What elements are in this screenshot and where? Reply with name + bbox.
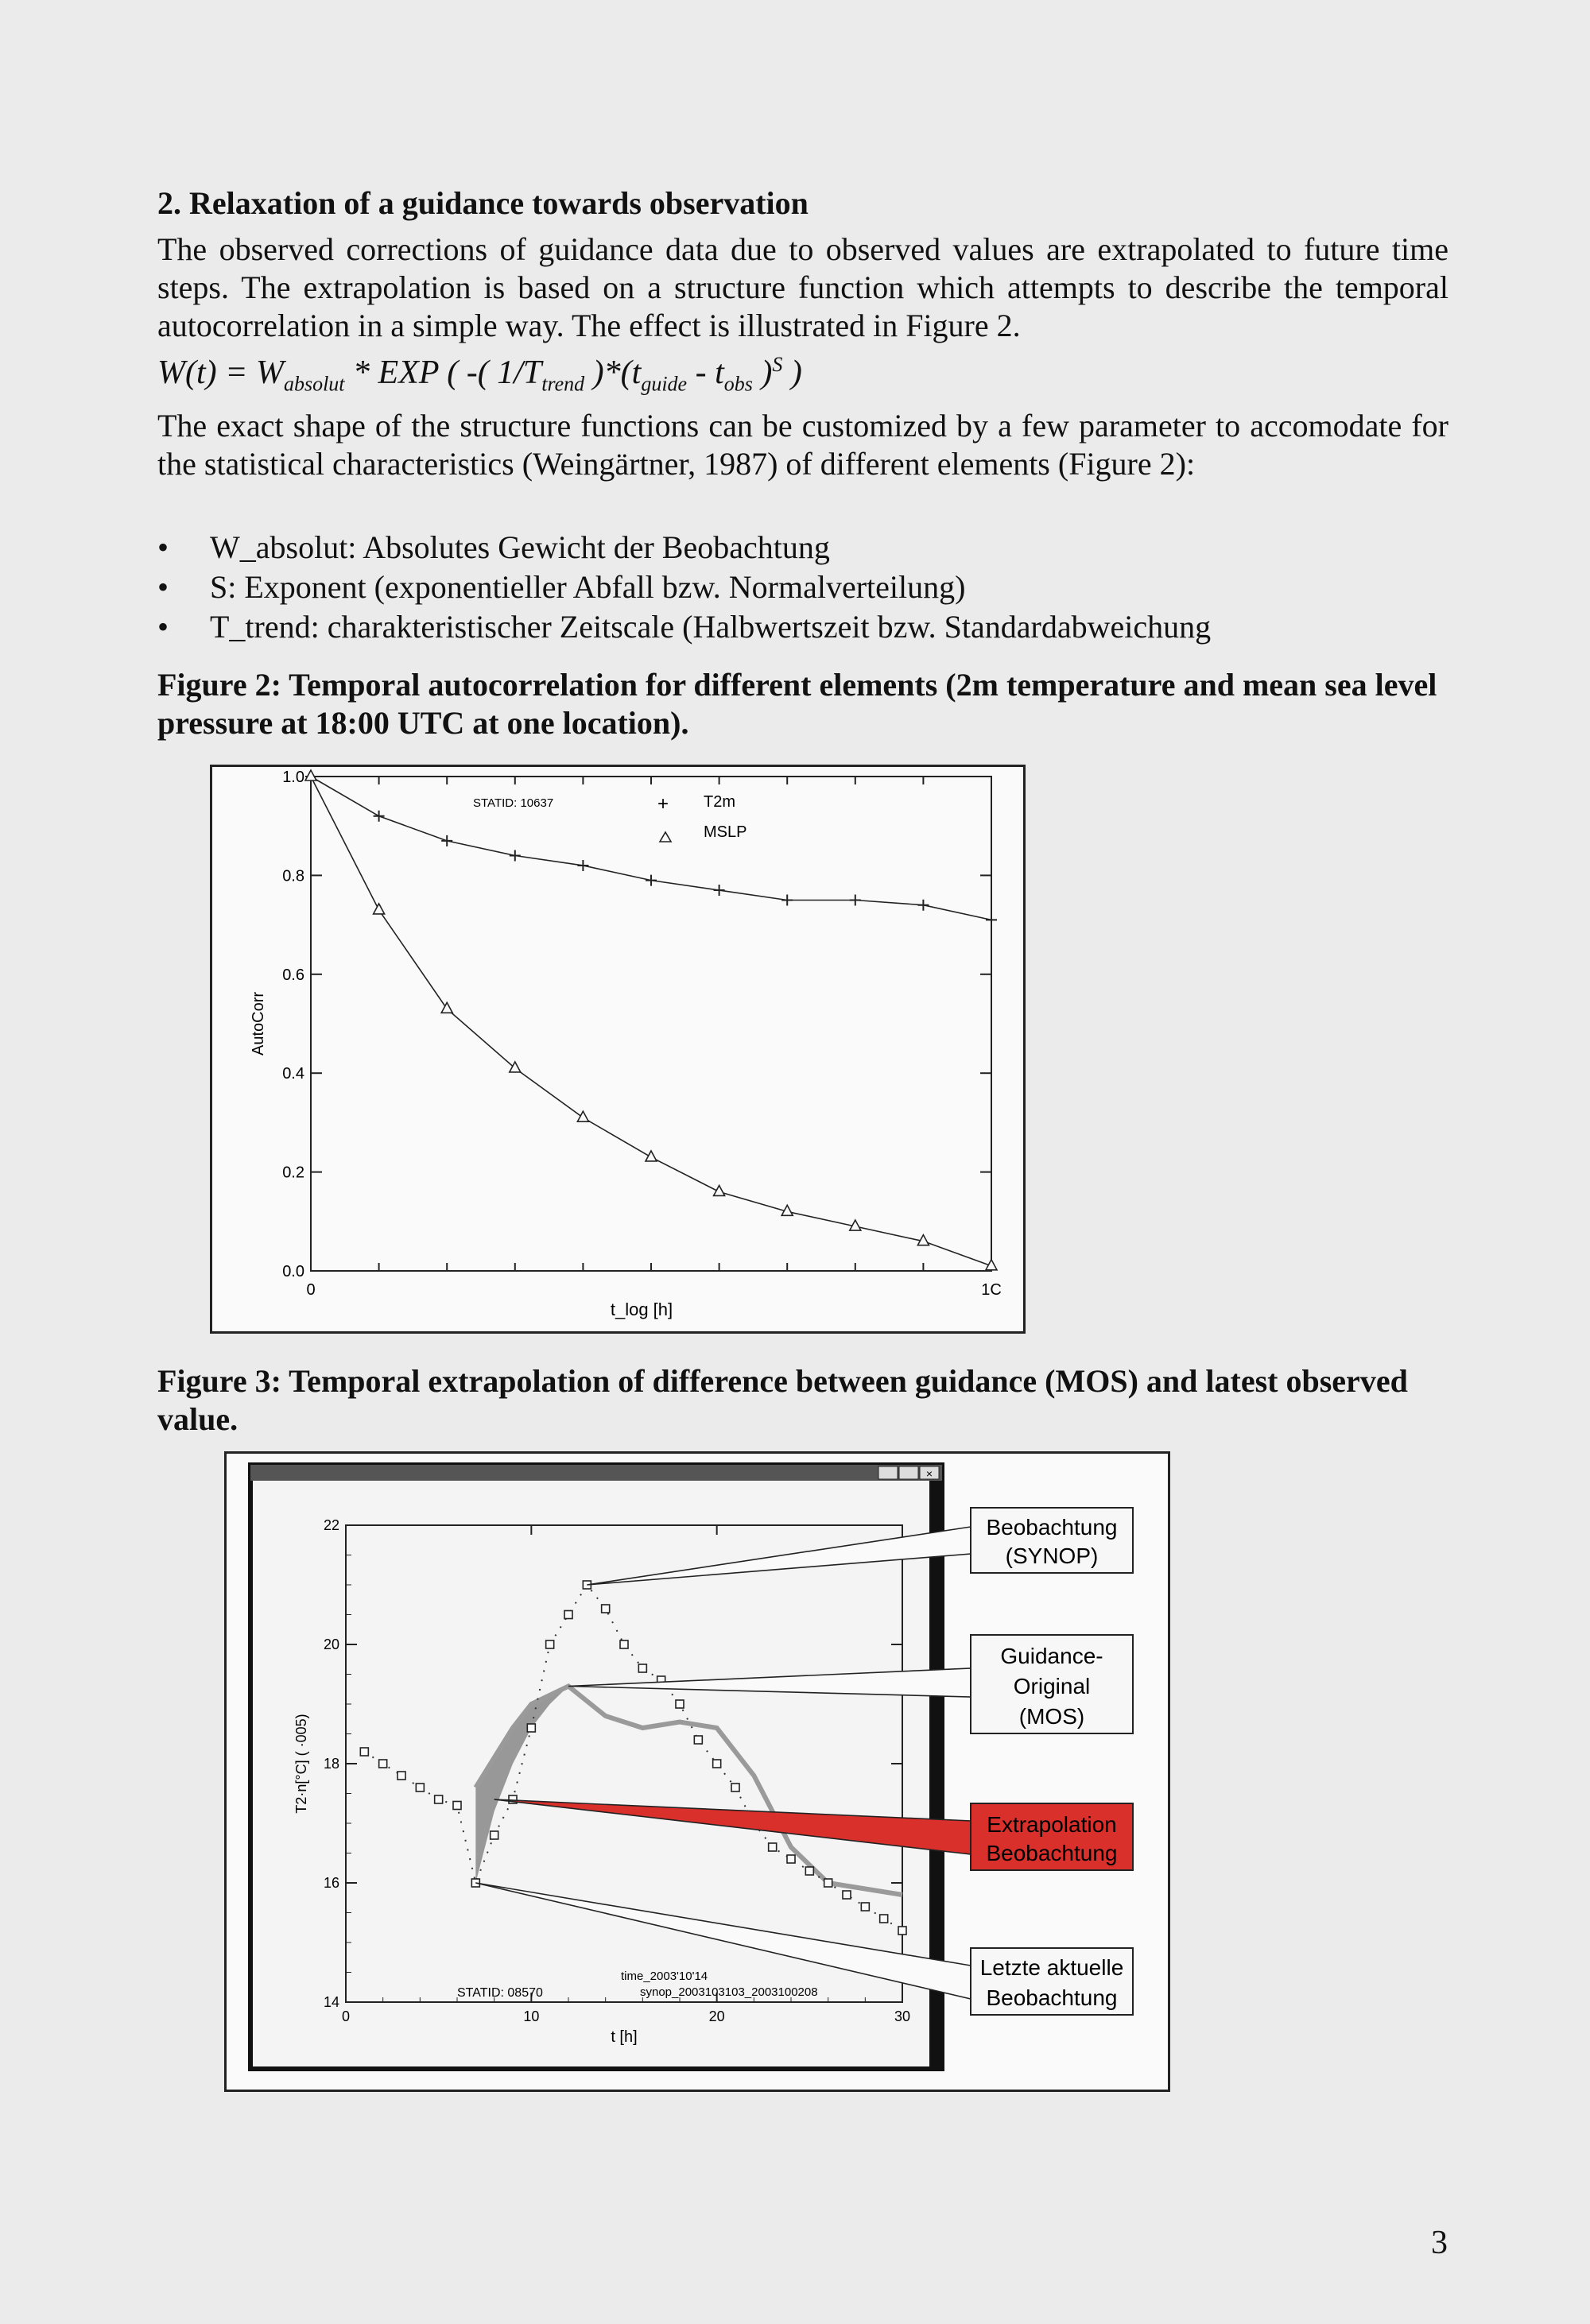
y-axis-label: T2·n[°C] ( ·005): [293, 1714, 309, 1814]
synop-point: [769, 1843, 777, 1851]
synop-point: [843, 1891, 851, 1899]
y-tick-label: 20: [323, 1636, 339, 1652]
paragraph-structure-functions: The exact shape of the structure functions can be customized by a few parameter to accomodate for the statistical characteristics (Weingärtner, 1987) of different elements (Figure 2):: [157, 408, 1448, 482]
figure2-chart: [210, 765, 1026, 1334]
mslp-point: [510, 1062, 521, 1072]
x-tick-label: 10: [523, 2008, 540, 2024]
x-axis-label: t [h]: [611, 2028, 638, 2046]
y-tick-label: 22: [323, 1517, 339, 1533]
x-tick-label: 1C: [981, 1281, 1002, 1299]
legend-plus-marker: +: [657, 793, 669, 815]
t2m-point: [510, 850, 521, 862]
page-number: 3: [1431, 2225, 1448, 2261]
t2m-point: [917, 900, 929, 911]
synop-point: [880, 1915, 888, 1923]
y-tick-label: 0.0: [282, 1263, 304, 1280]
synop-point: [861, 1903, 869, 1911]
t2m-point: [714, 885, 725, 896]
y-tick-label: 0.2: [282, 1164, 304, 1182]
parameter-list: [157, 528, 1211, 647]
synop-point: [638, 1664, 646, 1672]
synop-point: [564, 1611, 572, 1619]
synop-point: [805, 1867, 813, 1875]
y-axis-label: AutoCorr: [250, 991, 267, 1056]
callout-text: Guidance-: [1000, 1644, 1103, 1668]
t2m-point: [577, 860, 588, 871]
mslp-series-line: [311, 777, 991, 1266]
list-item: • W_absolut: Absolutes Gewicht der Beobachtung: [157, 528, 1211, 567]
figure2-caption: Figure 2: Temporal autocorrelation for different elements (2m temperature and mean sea level pressure at 18:00 UTC at one location).: [157, 667, 1437, 741]
synop-point: [453, 1802, 461, 1810]
y-tick-label: 0.4: [282, 1065, 304, 1083]
callout-text: Beobachtung: [986, 1985, 1118, 2010]
synop-point: [416, 1784, 424, 1791]
mslp-point: [714, 1185, 725, 1195]
synop-point: [676, 1700, 684, 1708]
y-tick-label: 18: [323, 1756, 339, 1772]
synop-point: [824, 1879, 832, 1887]
callout-text: Original: [1013, 1674, 1091, 1698]
synop-point: [546, 1640, 554, 1648]
x-axis-label: t_log [h]: [610, 1300, 673, 1319]
plot-frame: [311, 777, 991, 1271]
callout-text: Letzte aktuelle: [979, 1955, 1124, 1980]
window-titlebar: [250, 1465, 942, 1481]
synop-label: synop_2003103103_2003100208: [640, 1985, 818, 1999]
mslp-point: [577, 1111, 588, 1121]
t2m-point: [374, 811, 385, 822]
synop-point: [787, 1855, 795, 1863]
extrapolation-plot: [227, 1454, 1168, 2090]
legend-t2m-label: T2m: [704, 793, 735, 811]
x-tick-label: 0: [341, 2008, 351, 2024]
list-item: • S: Exponent (exponentieller Abfall bzw. Normalverteilung): [157, 567, 1211, 607]
callout-text: (MOS): [1018, 1704, 1085, 1729]
close-glyph: ×: [925, 1467, 933, 1480]
synop-point: [379, 1760, 387, 1768]
t2m-point: [781, 895, 793, 906]
synop-point: [731, 1784, 739, 1791]
statid-label: STATID: 10637: [473, 796, 554, 810]
list-item: • T_trend: charakteristischer Zeitscale (Halbwertszeit bzw. Standardabweichung: [157, 607, 1211, 647]
t2m-series-line: [311, 777, 991, 920]
statid-label: STATID: 08570: [457, 1986, 543, 2000]
synop-point: [620, 1640, 628, 1648]
autocorrelation-plot: [212, 767, 1023, 1331]
synop-point: [491, 1831, 498, 1839]
callout-text: Beobachtung: [986, 1515, 1118, 1540]
synop-point: [898, 1927, 906, 1935]
paragraph-intro: The observed corrections of guidance data due to observed values are extrapolated to future time steps. The extrapolation is based on a structure function which attempts to describe the temporal autocorrelation in a simple way. The effect is illustrated in Figure 2.: [157, 231, 1448, 343]
structure-function-formula: $W(t) = W_{absolut}$ * EXP ( -( $1/T_{trend}$ )$*(t_{guide} - t_{obs}$ )$^S$ ): [157, 353, 802, 396]
synop-point: [713, 1760, 721, 1768]
t2m-point: [850, 895, 861, 906]
figure3-chart: [224, 1451, 1170, 2092]
synop-point: [694, 1736, 702, 1744]
callout-text: Extrapolation: [987, 1812, 1117, 1837]
maximize-icon: [899, 1466, 918, 1479]
legend-mslp-label: MSLP: [704, 823, 747, 841]
y-tick-label: 1.0: [282, 769, 304, 786]
t2m-point: [441, 835, 452, 846]
legend-triangle-marker: [660, 832, 671, 842]
synop-point: [398, 1772, 405, 1780]
figure3-caption: Figure 3: Temporal extrapolation of difference between guidance (MOS) and latest observed value.: [157, 1363, 1408, 1437]
y-tick-label: 14: [323, 1994, 339, 2010]
mslp-point: [305, 770, 316, 780]
synop-point: [435, 1795, 443, 1803]
synop-point: [360, 1748, 368, 1756]
synop-point: [602, 1605, 610, 1613]
t2m-point: [646, 875, 657, 886]
minimize-icon: [878, 1466, 898, 1479]
x-tick-label: 30: [894, 2008, 911, 2024]
y-tick-label: 0.6: [282, 966, 304, 984]
y-tick-label: 16: [323, 1875, 339, 1891]
mslp-point: [646, 1151, 657, 1161]
y-tick-label: 0.8: [282, 867, 304, 885]
mslp-point: [374, 904, 385, 914]
time-label: time_2003'10'14: [621, 1970, 708, 1983]
callout-text: (SYNOP): [1005, 1544, 1099, 1568]
section-heading: 2. Relaxation of a guidance towards observation: [157, 185, 809, 221]
x-tick-label: 20: [708, 2008, 725, 2024]
synop-point: [527, 1724, 535, 1732]
x-tick-label: 0: [306, 1281, 316, 1299]
callout-text: Beobachtung: [986, 1841, 1118, 1865]
t2m-point: [986, 914, 997, 925]
